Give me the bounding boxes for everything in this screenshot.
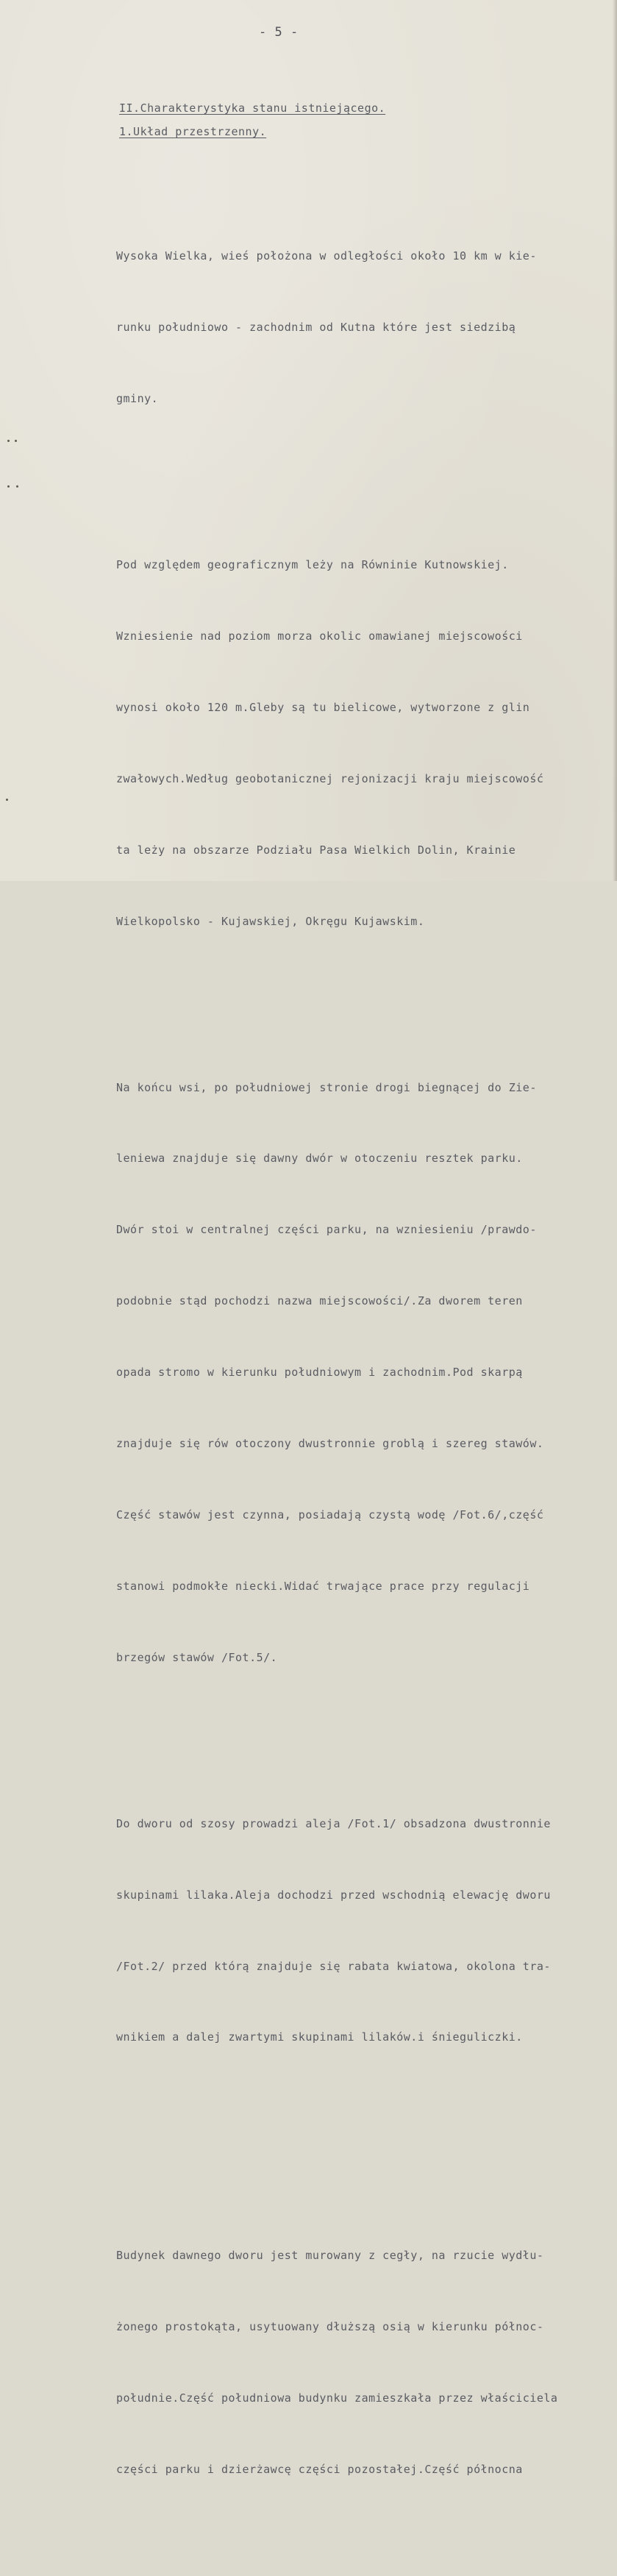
text-line: Na końcu wsi, po południowej stronie drogi biegnącej do Zie- (116, 1080, 537, 1094)
text-line: Pod względem geograficznym leży na Równinie Kutnowskiej. (116, 558, 509, 572)
text-line: /Fot.2/ przed którą znajduje się rabata kwiatowa, okolona tra- (116, 1959, 551, 1973)
text-line: żonego prostokąta, usytuowany dłuższą osią w kierunku północ- (116, 2320, 544, 2334)
page-number: - 5 - (259, 25, 299, 40)
text-line: podobnie stąd pochodzi nazwa miejscowości/.Za dworem teren (116, 1294, 523, 1308)
binding-hole-mark (6, 799, 8, 801)
text-line: wynosi około 120 m.Gleby są tu bielicowe, wytworzone z glin (116, 700, 530, 714)
text-line: Wysoka Wielka, wieś położona w odległości około 10 km w kie- (116, 249, 537, 263)
paragraph (116, 197, 557, 458)
text-line: Część stawów jest czynna, posiadają czystą wodę /Fot.6/,część (116, 1508, 544, 1521)
text-line: opada stromo w kierunku południowym i zachodnim.Pod skarpą (116, 1366, 523, 1380)
text-line: stanowi podmokłe niecki.Widać trwające prace przy regulacji (116, 1579, 530, 1593)
text-line: leniewa znajduje się dawny dwór w otoczeniu resztek parku. (116, 1152, 523, 1166)
paragraph (116, 1028, 557, 1717)
text-line: zwałowych.Według geobotanicznej rejonizacji kraju miejscowość (116, 771, 544, 785)
text-line: wnikiem a dalej zwartymi skupinami lilaków.i śnieguliczki. (116, 2030, 523, 2044)
text-line: znajduje się rów otoczony dwustronnie groblą i szereg stawów. (116, 1437, 544, 1451)
paragraph (116, 505, 557, 980)
text-line: południe.Część południowa budynku zamieszkała przez właściciela (116, 2391, 558, 2405)
text-line: gminy. (116, 391, 159, 405)
text-line: Budynek dawnego dworu jest murowany z cegły, na rzucie wydłu- (116, 2249, 544, 2263)
text-line: brzegów stawów /Fot.5/. (116, 1650, 278, 1664)
binding-hole-mark (16, 485, 18, 488)
body-text (116, 149, 557, 2576)
page-edge-shadow (613, 0, 617, 881)
text-line: Wielkopolsko - Kujawskiej, Okręgu Kujawskim. (116, 914, 425, 928)
binding-hole-mark (15, 440, 17, 442)
text-line: Do dworu od szosy prowadzi aleja /Fot.1/ obsadzona dwustronnie (116, 1816, 551, 1830)
paragraph (116, 1764, 557, 2097)
binding-hole-mark (7, 485, 10, 488)
text-line: skupinami lilaka.Aleja dochodzi przed wschodnią elewację dworu (116, 1888, 551, 1902)
text-line: ta leży na obszarze Podziału Pasa Wielkich Dolin, Krainie (116, 843, 516, 857)
paragraph (116, 2197, 557, 2529)
text-line: Dwór stoi w centralnej części parku, na wzniesieniu /prawdo- (116, 1223, 537, 1237)
subsection-heading: 1.Układ przestrzenny. (119, 125, 267, 138)
paragraph-gap (116, 2144, 557, 2149)
binding-hole-mark (7, 440, 10, 442)
text-line: runku południowo - zachodnim od Kutna które jest siedzibą (116, 321, 516, 335)
section-heading: II.Charakterystyka stanu istniejącego. (119, 101, 386, 115)
text-line: części parku i dzierżawcę części pozostałej.Część północna (116, 2462, 523, 2476)
text-line: Wzniesienie nad poziom morza okolic omawianej miejscowości (116, 629, 523, 643)
